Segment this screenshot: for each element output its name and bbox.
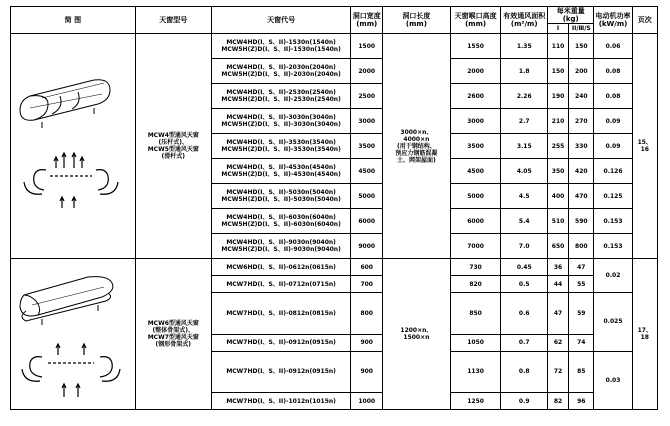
header-vent-area: 有效通风面积 (m²/m) <box>501 7 548 34</box>
vent-area-cell: 0.7 <box>501 334 548 351</box>
code-cell: MCW7HD(I、S、II)-0912n(0915n) <box>211 334 351 351</box>
vent-area-cell: 2.7 <box>501 109 548 134</box>
code-cell: MCW7HD(I、S、II)-0712n(0715n) <box>211 276 351 293</box>
vent-area-cell: 7.0 <box>501 234 548 259</box>
throat-height-cell: 2600 <box>450 84 501 109</box>
weight-i-cell: 400 <box>547 184 568 209</box>
code-line: MCW4HD(I、S、II)-5030n(5040n) <box>226 189 336 196</box>
code-line: MCW4HD(I、S、II)-4530n(4540n) <box>226 164 336 171</box>
motor-power-cell: 0.025 <box>594 293 632 352</box>
airflow-arrows-icon <box>24 153 118 208</box>
weight-ii-cell: 85 <box>569 351 594 393</box>
motor-power-cell: 0.08 <box>594 84 632 109</box>
code-line: MCW4HD(I、S、II)-6030n(6040n) <box>226 214 336 221</box>
throat-height-cell: 7000 <box>450 234 501 259</box>
code-line: MCW4HD(I、S、II)-3530n(3540n) <box>226 139 336 146</box>
weight-ii-cell: 470 <box>569 184 594 209</box>
throat-height-cell: 6000 <box>450 209 501 234</box>
code-cell: MCW6HD(I、S、II)-0612n(0615n) <box>211 259 351 276</box>
header-diagram: 简 图 <box>11 7 136 34</box>
weight-ii-cell: 800 <box>569 234 594 259</box>
motor-power-cell: 0.02 <box>594 259 632 293</box>
code-cell <box>211 59 351 84</box>
spec-sheet <box>10 6 658 410</box>
weight-i-cell: 350 <box>547 159 568 184</box>
code-line: MCW5H(Z)D(I、S、II)-4530n(4540n) <box>221 171 341 178</box>
diagram-cell <box>11 259 136 410</box>
throat-height-cell: 3000 <box>450 109 501 134</box>
throat-height-cell: 1250 <box>450 393 501 410</box>
opening-width-cell: 900 <box>351 334 383 351</box>
skylight-body-icon <box>20 80 110 128</box>
weight-i-cell: 210 <box>547 109 568 134</box>
code-line: MCW4HD(I、S、II)-3030n(3040n) <box>226 114 336 121</box>
opening-width-cell: 5000 <box>351 184 383 209</box>
vent-area-cell: 0.9 <box>501 393 548 410</box>
opening-width-cell: 700 <box>351 276 383 293</box>
model-type-cell: MCW6型通风天窗 (整体骨架式)、 MCW7型通风天窗 (钢形骨架式) <box>135 259 211 410</box>
code-line: MCW5H(Z)D(I、S、II)-6030n(6040n) <box>221 221 341 228</box>
opening-width-cell: 600 <box>351 259 383 276</box>
vent-area-cell: 3.15 <box>501 134 548 159</box>
vent-area-cell: 0.6 <box>501 293 548 335</box>
throat-height-cell: 2000 <box>450 59 501 84</box>
weight-i-cell: 36 <box>547 259 568 276</box>
motor-power-cell: 0.09 <box>594 109 632 134</box>
airflow-arrows-icon <box>22 344 120 397</box>
weight-i-cell: 82 <box>547 393 568 410</box>
opening-width-cell: 2500 <box>351 84 383 109</box>
diagram-cell <box>11 34 136 259</box>
vent-area-cell: 0.5 <box>501 276 548 293</box>
header-motor-power: 电动机功率 (kW/m) <box>594 7 632 34</box>
motor-power-cell: 0.09 <box>594 134 632 159</box>
code-cell <box>211 159 351 184</box>
vent-area-cell: 1.8 <box>501 59 548 84</box>
code-cell: MCW7HD(I、S、II)-1012n(1015n) <box>211 393 351 410</box>
throat-height-cell: 1050 <box>450 334 501 351</box>
vent-area-cell: 2.26 <box>501 84 548 109</box>
throat-height-cell: 3500 <box>450 134 501 159</box>
weight-ii-cell: 270 <box>569 109 594 134</box>
motor-power-cell: 0.153 <box>594 234 632 259</box>
opening-length-cell: 3000×n、 4000×n (用于钢结构、 预应力钢筋混凝 土、网架屋面) <box>383 34 451 259</box>
weight-ii-cell: 47 <box>569 259 594 276</box>
opening-width-cell: 2000 <box>351 59 383 84</box>
code-cell: MCW7HD(I、S、II)-0812n(0815n) <box>211 293 351 335</box>
code-line: MCW4HD(I、S、II)-9030n(9040n) <box>226 239 336 246</box>
weight-i-cell: 62 <box>547 334 568 351</box>
code-cell: MCW7HD(I、S、II)-0912n(0915n) <box>211 351 351 393</box>
motor-power-cell: 0.06 <box>594 34 632 59</box>
header-page: 页次 <box>632 7 657 34</box>
vent-area-cell: 1.35 <box>501 34 548 59</box>
motor-power-cell: 0.125 <box>594 184 632 209</box>
motor-power-cell: 0.08 <box>594 59 632 84</box>
table-row <box>11 259 658 276</box>
code-line: MCW5H(Z)D(I、S、II)-3030n(3040n) <box>221 121 341 128</box>
code-line: MCW5H(Z)D(I、S、II)-9030n(9040n) <box>221 246 341 253</box>
weight-ii-cell: 200 <box>569 59 594 84</box>
code-line: MCW5H(Z)D(I、S、II)-5030n(5040n) <box>221 196 341 203</box>
weight-i-cell: 510 <box>547 209 568 234</box>
vent-area-cell: 5.4 <box>501 209 548 234</box>
weight-i-cell: 47 <box>547 293 568 335</box>
weight-i-cell: 255 <box>547 134 568 159</box>
opening-width-cell: 9000 <box>351 234 383 259</box>
motor-power-cell: 0.126 <box>594 159 632 184</box>
header-weight: 每米重量 (kg) <box>547 7 594 24</box>
opening-width-cell: 4500 <box>351 159 383 184</box>
motor-power-cell: 0.03 <box>594 351 632 410</box>
page-cell: 17、 18 <box>632 259 657 410</box>
throat-height-cell: 1550 <box>450 34 501 59</box>
code-line: MCW4HD(I、S、II)-2530n(2540n) <box>226 89 336 96</box>
header-throat-height: 天窗喉口高度 (mm) <box>450 7 501 34</box>
weight-ii-cell: 150 <box>569 34 594 59</box>
page-cell: 15、 16 <box>632 34 657 259</box>
throat-height-cell: 850 <box>450 293 501 335</box>
throat-height-cell: 820 <box>450 276 501 293</box>
motor-power-cell: 0.153 <box>594 209 632 234</box>
opening-width-cell: 6000 <box>351 209 383 234</box>
model-type-cell: MCW4型通风天窗 (压杆式)、 MCW5型通风天窗 (滑杆式) <box>135 34 211 259</box>
code-line: MCW4HD(I、S、II)-1530n(1540n) <box>226 39 336 46</box>
weight-ii-cell: 330 <box>569 134 594 159</box>
code-line: MCW4HD(I、S、II)-2030n(2040n) <box>226 64 336 71</box>
opening-width-cell: 800 <box>351 293 383 335</box>
code-cell <box>211 34 351 59</box>
weight-i-cell: 190 <box>547 84 568 109</box>
opening-width-cell: 900 <box>351 351 383 393</box>
skylight-frame-body-icon <box>20 277 113 325</box>
skylight-spec-table <box>10 6 658 410</box>
code-cell <box>211 234 351 259</box>
throat-height-cell: 1130 <box>450 351 501 393</box>
weight-ii-cell: 240 <box>569 84 594 109</box>
code-cell <box>211 84 351 109</box>
vent-area-cell: 0.8 <box>501 351 548 393</box>
opening-width-cell: 1000 <box>351 393 383 410</box>
opening-length-cell: 1200×n、 1500×n <box>383 259 451 410</box>
weight-i-cell: 650 <box>547 234 568 259</box>
vent-area-cell: 0.45 <box>501 259 548 276</box>
code-cell <box>211 184 351 209</box>
code-line: MCW5H(Z)D(I、S、II)-2530n(2540n) <box>221 96 341 103</box>
header-weight-ii: II/Ⅲ/S <box>569 24 594 34</box>
throat-height-cell: 730 <box>450 259 501 276</box>
code-cell <box>211 109 351 134</box>
skylight-diagram-frame <box>12 259 130 409</box>
code-line: MCW5H(Z)D(I、S、II)-3530n(3540n) <box>221 146 341 153</box>
weight-ii-cell: 96 <box>569 393 594 410</box>
opening-width-cell: 1500 <box>351 34 383 59</box>
code-line: MCW5H(Z)D(I、S、II)-2030n(2040n) <box>221 71 341 78</box>
weight-ii-cell: 420 <box>569 159 594 184</box>
header-row <box>11 7 658 24</box>
code-line: MCW5H(Z)D(I、S、II)-1530n(1540n) <box>221 46 341 53</box>
weight-i-cell: 44 <box>547 276 568 293</box>
weight-ii-cell: 74 <box>569 334 594 351</box>
header-opening-length: 洞口长度 (mm) <box>383 7 451 34</box>
weight-i-cell: 72 <box>547 351 568 393</box>
weight-i-cell: 110 <box>547 34 568 59</box>
throat-height-cell: 5000 <box>450 184 501 209</box>
weight-i-cell: 150 <box>547 59 568 84</box>
code-cell <box>211 134 351 159</box>
weight-ii-cell: 59 <box>569 293 594 335</box>
weight-ii-cell: 55 <box>569 276 594 293</box>
opening-width-cell: 3000 <box>351 109 383 134</box>
code-cell <box>211 209 351 234</box>
skylight-diagram-pressure-bar <box>12 38 130 254</box>
header-model-no: 天窗型号 <box>135 7 211 34</box>
throat-height-cell: 4500 <box>450 159 501 184</box>
header-code: 天窗代号 <box>211 7 351 34</box>
vent-area-cell: 4.05 <box>501 159 548 184</box>
header-opening-width: 洞口宽度 (mm) <box>351 7 383 34</box>
vent-area-cell: 4.5 <box>501 184 548 209</box>
table-row <box>11 34 658 59</box>
opening-width-cell: 3500 <box>351 134 383 159</box>
weight-ii-cell: 590 <box>569 209 594 234</box>
header-weight-i: I <box>547 24 568 34</box>
